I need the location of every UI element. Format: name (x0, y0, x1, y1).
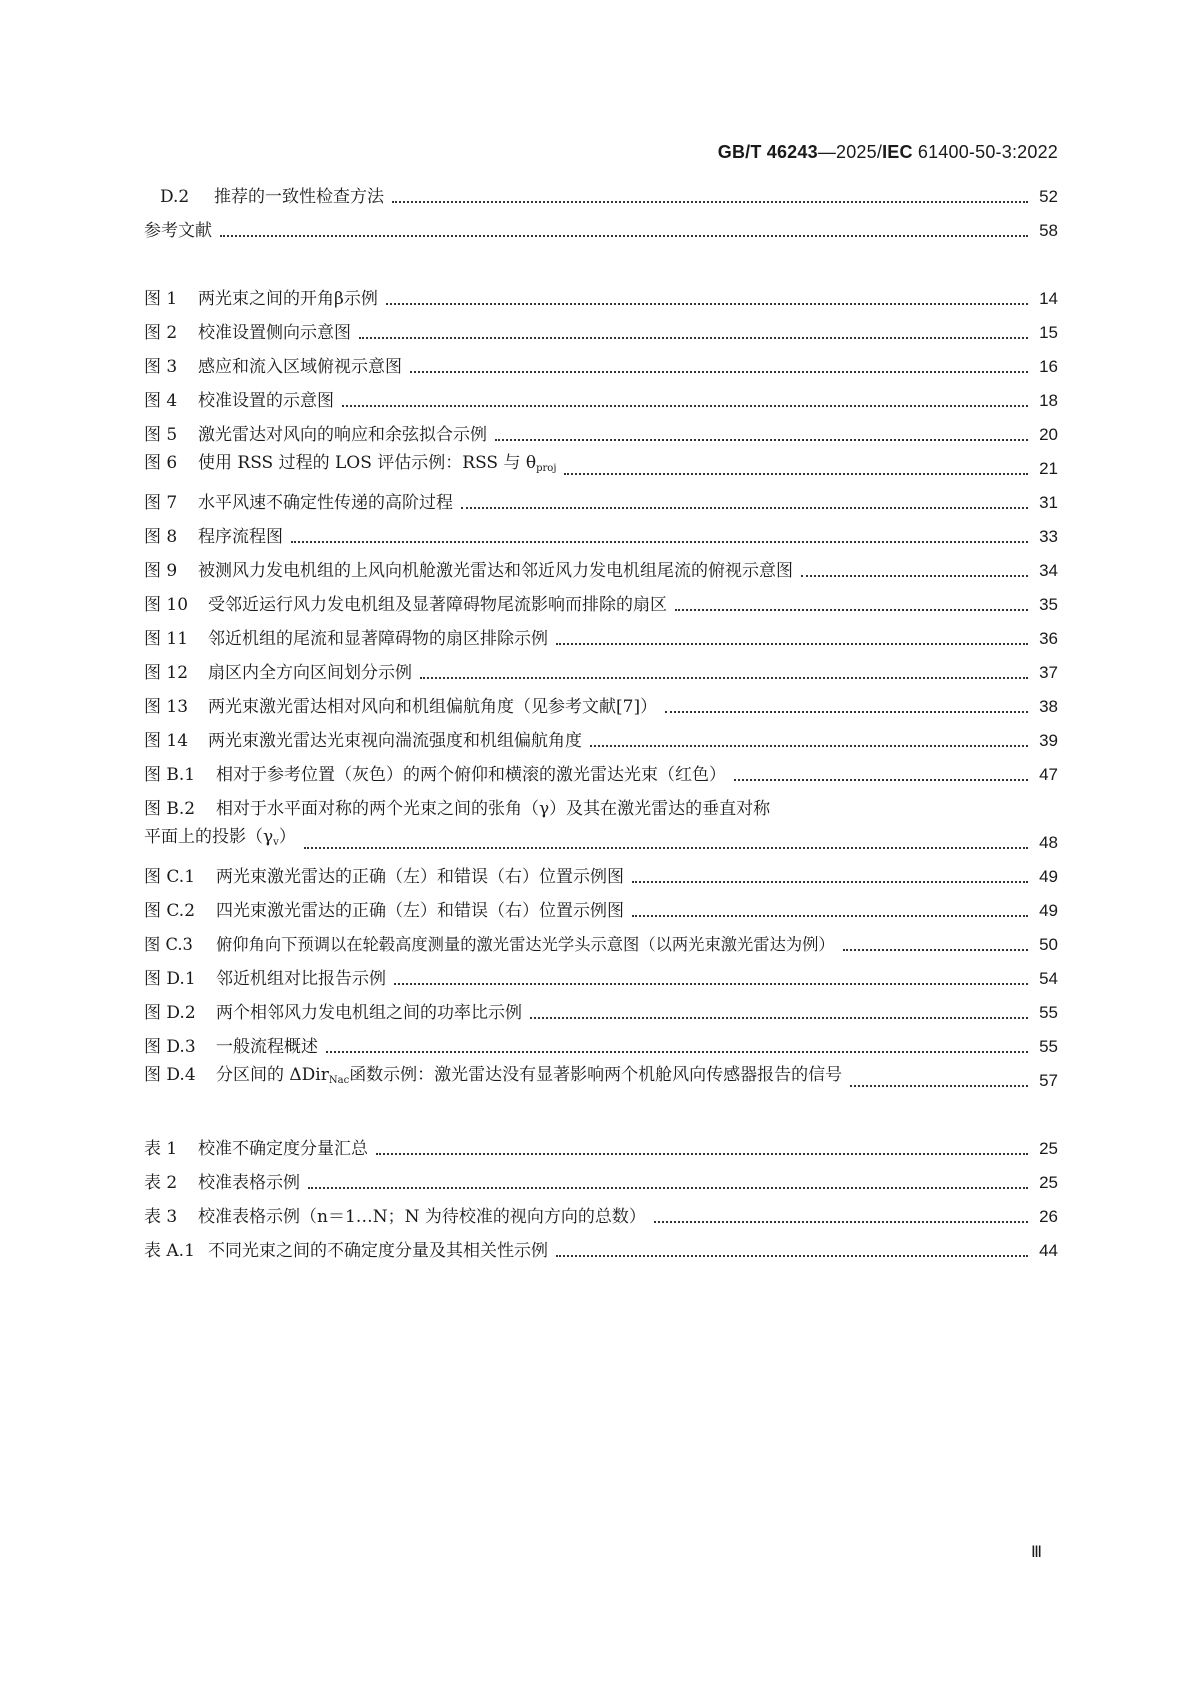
page-number: 18 (1039, 391, 1058, 410)
leader-dots (665, 711, 1028, 713)
page-number: 44 (1039, 1241, 1058, 1260)
leader-dots (220, 235, 1028, 237)
toc-entry[interactable]: 表 1 校准不确定度分量汇总 25 (144, 1139, 1058, 1159)
leader-dots (308, 1187, 1028, 1189)
page-number: 48 (1039, 833, 1058, 852)
leader-dots (359, 337, 1028, 339)
toc-entry[interactable]: 图 D.2 两个相邻风力发电机组之间的功率比示例 55 (144, 1003, 1058, 1023)
page-number: 35 (1039, 595, 1058, 614)
leader-dots (304, 847, 1028, 849)
leader-dots (801, 575, 1028, 577)
page-number: 15 (1039, 323, 1058, 342)
leader-dots (556, 643, 1028, 645)
page-number: 38 (1039, 697, 1058, 716)
toc-entry[interactable]: 图 2 校准设置侧向示意图 15 (144, 323, 1058, 343)
document-header (718, 142, 1058, 163)
toc-entry[interactable]: 图 12 扇区内全方向区间划分示例 37 (144, 663, 1058, 683)
page-number: 16 (1039, 357, 1058, 376)
leader-dots (410, 371, 1028, 373)
toc-entry[interactable]: 表 A.1 不同光束之间的不确定度分量及其相关性示例 44 (144, 1241, 1058, 1261)
toc-entry[interactable]: 图 1 两光束之间的开角β示例 14 (144, 289, 1058, 309)
leader-dots (495, 439, 1028, 441)
page-number: 57 (1039, 1071, 1058, 1090)
page-number: 37 (1039, 663, 1058, 682)
page-number-roman: Ⅲ (1031, 1544, 1042, 1561)
page-number: 26 (1039, 1207, 1058, 1226)
page-number: 58 (1039, 221, 1058, 240)
toc-entry[interactable]: 图 13 两光束激光雷达相对风向和机组偏航角度（见参考文献[7]） 38 (144, 697, 1058, 717)
leader-dots (342, 405, 1028, 407)
page-number: 25 (1039, 1173, 1058, 1192)
leader-dots (556, 1255, 1028, 1257)
leader-dots (850, 1085, 1028, 1087)
toc-entry[interactable]: 图 4 校准设置的示意图 18 (144, 391, 1058, 411)
toc-entry[interactable]: 表 3 校准表格示例（n＝1…N；N 为待校准的视向方向的总数） 26 (144, 1207, 1058, 1227)
toc-entry[interactable]: 图 D.4 分区间的 ΔDir$_{Nac}$函数示例：激光雷达没有显著影响两个机舱风向传感器报告的信号 57 (144, 1065, 1058, 1090)
leader-dots (392, 201, 1028, 203)
leader-dots (376, 1153, 1028, 1155)
page-number: 52 (1039, 187, 1058, 206)
toc-entry[interactable]: D.2 推荐的一致性检查方法 52 (160, 187, 1058, 207)
toc-entry-continued[interactable]: 平面上的投影$(\gamma_v)$ 48 (144, 827, 1058, 852)
page-number: 33 (1039, 527, 1058, 546)
leader-dots (326, 1051, 1028, 1053)
page-number: 47 (1039, 765, 1058, 784)
toc-entry[interactable]: 图 11 邻近机组的尾流和显著障碍物的扇区排除示例 36 (144, 629, 1058, 649)
toc-entry[interactable]: 图 6 使用 RSS 过程的 LOS 评估示例：RSS 与 $\theta_{proj}$ 21 (144, 453, 1058, 478)
leader-dots (632, 881, 1028, 883)
leader-dots (590, 745, 1028, 747)
toc-entry[interactable]: 图 9 被测风力发电机组的上风向机舱激光雷达和邻近风力发电机组尾流的俯视示意图 34 (144, 561, 1058, 581)
page-number: 21 (1039, 459, 1058, 478)
page-number: 34 (1039, 561, 1058, 580)
toc-entry[interactable]: 图 8 程序流程图 33 (144, 527, 1058, 547)
page-number: 39 (1039, 731, 1058, 750)
toc-entry[interactable]: 图 10 受邻近运行风力发电机组及显著障碍物尾流影响而排除的扇区 35 (144, 595, 1058, 615)
page-number: 49 (1039, 901, 1058, 920)
page-number: 20 (1039, 425, 1058, 444)
page-number: 54 (1039, 969, 1058, 988)
leader-dots (530, 1017, 1028, 1019)
leader-dots (675, 609, 1028, 611)
page-number: 36 (1039, 629, 1058, 648)
page-number: 31 (1039, 493, 1058, 512)
toc-entry[interactable]: 表 2 校准表格示例 25 (144, 1173, 1058, 1193)
toc-entry[interactable]: 图 C.3 俯仰角向下预调以在轮毂高度测量的激光雷达光学头示意图（以两光束激光雷达为例） 50 (144, 935, 1058, 954)
leader-dots (654, 1221, 1028, 1223)
toc-entry[interactable]: 图 D.1 邻近机组对比报告示例 54 (144, 969, 1058, 989)
leader-dots (420, 677, 1028, 679)
toc-entry[interactable]: 参考文献 58 (144, 221, 1058, 241)
page-number: 55 (1039, 1003, 1058, 1022)
iec-label: IEC (882, 142, 913, 162)
toc-entry[interactable]: 图 D.3 一般流程概述 55 (144, 1037, 1058, 1057)
page-number: 49 (1039, 867, 1058, 886)
toc-entry[interactable]: 图 B.1 相对于参考位置（灰色）的两个俯仰和横滚的激光雷达光束（红色） 47 (144, 765, 1058, 785)
toc-entry[interactable]: 图 C.2 四光束激光雷达的正确（左）和错误（右）位置示例图 49 (144, 901, 1058, 921)
standard-year: —2025/ (817, 142, 883, 162)
page-number: 50 (1039, 935, 1058, 954)
standard-code: GB/T 46243 (717, 142, 818, 162)
toc-entry[interactable]: 图 14 两光束激光雷达光束视向湍流强度和机组偏航角度 39 (144, 731, 1058, 751)
toc-entry[interactable]: 图 5 激光雷达对风向的响应和余弦拟合示例 20 (144, 425, 1058, 445)
page-number: 14 (1039, 289, 1058, 308)
leader-dots (386, 303, 1028, 305)
iec-code: 61400-50-3:2022 (912, 142, 1058, 162)
leader-dots (632, 915, 1028, 917)
leader-dots (734, 779, 1028, 781)
toc-entry[interactable]: 图 3 感应和流入区域俯视示意图 16 (144, 357, 1058, 377)
toc-entry[interactable]: 图 7 水平风速不确定性传递的高阶过程 31 (144, 493, 1058, 513)
toc-entry[interactable]: 图 B.2 相对于水平面对称的两个光束之间的张角（γ）及其在激光雷达的垂直对称 (144, 799, 771, 819)
leader-dots (564, 473, 1028, 475)
leader-dots (394, 983, 1028, 985)
leader-dots (461, 507, 1028, 509)
page-number: 55 (1039, 1037, 1058, 1056)
leader-dots (291, 541, 1028, 543)
toc-entry[interactable]: 图 C.1 两光束激光雷达的正确（左）和错误（右）位置示例图 49 (144, 867, 1058, 887)
leader-dots (843, 949, 1028, 951)
page-number: 25 (1039, 1139, 1058, 1158)
